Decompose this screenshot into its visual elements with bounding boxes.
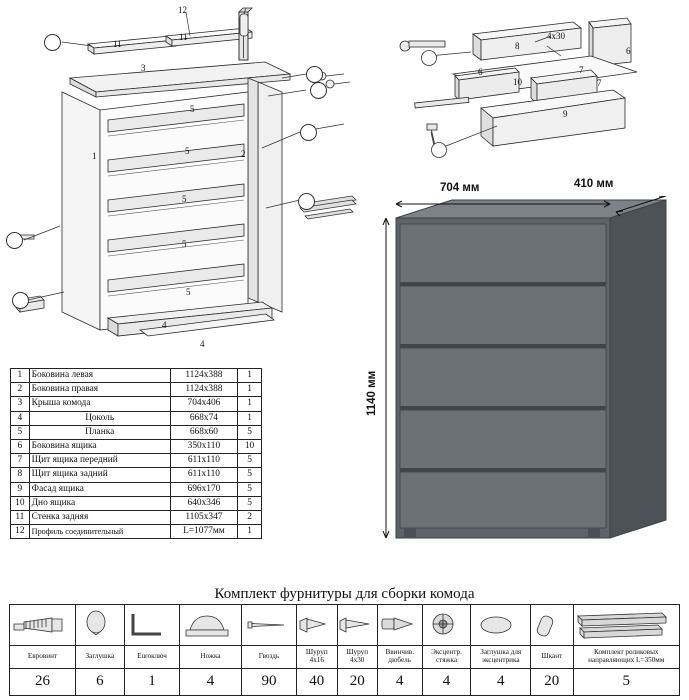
part-size: 611х110	[170, 468, 237, 482]
kit-count-nail: 90	[241, 669, 296, 696]
part-no: 10	[11, 496, 30, 510]
callout-mid-right	[300, 124, 317, 141]
label-11-left: 11	[113, 39, 122, 49]
part-name: Профиль соединительный	[29, 525, 170, 539]
callout-slide	[298, 193, 315, 210]
label-5-c: 5	[182, 194, 187, 204]
part-size: 1124х388	[170, 383, 237, 397]
part-name: Боковина ящика	[29, 439, 170, 453]
part-name: Фасад ящика	[29, 482, 170, 496]
cam-cover-icon	[471, 605, 531, 646]
part-name: Крыша комода	[29, 397, 170, 411]
kit-count-cam-lock: 4	[422, 669, 471, 696]
kit-count-slide: 5	[573, 669, 679, 696]
dresser-3d-view	[366, 178, 688, 576]
kit-label-cap: Заглушка	[75, 646, 124, 669]
kit-count-cam-cover: 4	[471, 669, 531, 696]
height-dimension-label: 1140 мм	[366, 370, 378, 416]
part-size: 1105х347	[170, 510, 237, 524]
drawer-exploded-svg	[385, 0, 689, 180]
hardware-kit-table	[9, 604, 680, 696]
label-2: 2	[241, 149, 246, 159]
dresser-3d-svg	[378, 196, 688, 576]
cabinet-exploded-svg	[0, 0, 375, 360]
screw-4x30-icon	[337, 605, 377, 646]
kit-label-allen-key: Euroключ	[124, 646, 179, 669]
label-5-b: 5	[185, 146, 190, 156]
part-qty: 1	[238, 411, 262, 425]
part-name: Щит ящика задний	[29, 468, 170, 482]
kit-label-nail: Гвоздь	[241, 646, 296, 669]
part-qty: 1	[238, 383, 262, 397]
callout-top-left	[44, 34, 61, 51]
kit-count-screw-4x16: 40	[297, 669, 337, 696]
callout-left-leg	[12, 292, 29, 309]
label-11-right: 11	[179, 32, 188, 42]
label-4x30: 4х30	[547, 31, 565, 41]
table-row	[11, 411, 262, 425]
kit-label-cam-cover: Заглушка для эксцентрика	[471, 646, 531, 669]
part-name: Щит ящика передний	[29, 454, 170, 468]
part-size: 668х60	[170, 425, 237, 439]
part-qty: 1	[238, 525, 262, 539]
euro-screw-icon	[10, 605, 76, 646]
kit-count-dowel: 20	[531, 669, 574, 696]
parts-table	[10, 368, 262, 539]
part-no: 7	[11, 454, 30, 468]
table-row	[11, 439, 262, 453]
depth-dimension-label: 410 мм	[574, 178, 614, 190]
part-qty: 1	[238, 369, 262, 383]
part-no: 1	[11, 369, 30, 383]
kit-label-leg: Ножка	[180, 646, 242, 669]
screw-4x16-icon	[297, 605, 337, 646]
label-3: 3	[141, 63, 146, 73]
cabinet-exploded-diagram	[0, 0, 375, 360]
nail-icon	[241, 605, 296, 646]
part-no: 3	[11, 397, 30, 411]
part-qty: 5	[238, 482, 262, 496]
part-qty: 5	[238, 425, 262, 439]
part-no: 8	[11, 468, 30, 482]
part-qty: 5	[238, 468, 262, 482]
part-qty: 5	[238, 454, 262, 468]
label-9: 9	[563, 109, 568, 119]
part-size: 1124х388	[170, 369, 237, 383]
part-name: Цоколь	[29, 411, 170, 425]
part-no: 11	[11, 510, 30, 524]
label-8: 8	[515, 41, 520, 51]
table-row	[11, 454, 262, 468]
table-row	[11, 383, 262, 397]
table-row	[11, 510, 262, 524]
table-row	[11, 425, 262, 439]
part-no: 9	[11, 482, 30, 496]
part-qty: 2	[238, 510, 262, 524]
label-5-a: 5	[190, 104, 195, 114]
part-qty: 10	[238, 439, 262, 453]
callout-top-right-1	[306, 66, 323, 83]
dowel-icon	[531, 605, 574, 646]
part-no: 2	[11, 383, 30, 397]
label-7-a: 7	[579, 65, 584, 75]
label-12: 12	[178, 5, 187, 15]
part-size: 696х170	[170, 482, 237, 496]
label-5-e: 5	[186, 287, 191, 297]
kit-label-dowel: Шкант	[531, 646, 574, 669]
kit-count-cap: 6	[75, 669, 124, 696]
table-row	[11, 482, 262, 496]
cap-plug-icon	[75, 605, 124, 646]
part-size: 350х110	[170, 439, 237, 453]
part-no: 12	[11, 525, 30, 539]
screw-in-dowel-icon	[377, 605, 422, 646]
part-name: Планка	[29, 425, 170, 439]
part-no: 5	[11, 425, 30, 439]
label-6-right: 6	[626, 46, 631, 56]
kit-label-slide: Комплект роликовых направляющих L=350мм	[573, 646, 679, 669]
part-no: 6	[11, 439, 30, 453]
label-5-d: 5	[182, 239, 187, 249]
part-size: 611х110	[170, 454, 237, 468]
allen-key-icon	[124, 605, 179, 646]
kit-label-screw-4x30: Шуруп 4х30	[337, 646, 377, 669]
table-row	[11, 525, 262, 539]
kit-count-screw-4x30: 20	[337, 669, 377, 696]
part-no: 4	[11, 411, 30, 425]
part-name: Дно ящика	[29, 496, 170, 510]
label-4-a: 4	[162, 320, 167, 330]
kit-count-leg: 4	[180, 669, 242, 696]
part-name: Боковина правая	[29, 383, 170, 397]
label-4-b: 4	[200, 339, 205, 349]
width-dimension-label: 704 мм	[440, 182, 480, 194]
label-10: 10	[513, 77, 522, 87]
label-7-b: 7	[597, 78, 602, 88]
kit-label-euro-screw: Евровинт	[10, 646, 76, 669]
kit-label-screw-in-dowel: Ввинчив. дюбель	[377, 646, 422, 669]
leg-icon	[180, 605, 242, 646]
callout-left-screw	[6, 232, 23, 249]
kit-title: Комплект фурнитуры для сборки комода	[214, 586, 475, 602]
kit-label-screw-4x16: Шуруп 4х16	[297, 646, 337, 669]
callout-top-right-2	[310, 82, 327, 99]
kit-count-screw-in-dowel: 4	[377, 669, 422, 696]
kit-count-euro-screw: 26	[10, 669, 76, 696]
table-row	[11, 397, 262, 411]
table-row	[11, 496, 262, 510]
drawer-slide-icon	[573, 605, 679, 646]
part-size: 704х406	[170, 397, 237, 411]
part-qty: 1	[238, 397, 262, 411]
part-size: L=1077мм	[170, 525, 237, 539]
label-1: 1	[92, 151, 97, 161]
part-name: Боковина левая	[29, 369, 170, 383]
label-6-left: 6	[478, 67, 483, 77]
part-name: Стенка задняя	[29, 510, 170, 524]
kit-label-cam-lock: Эксцентр. стяжка	[422, 646, 471, 669]
kit-count-allen-key: 1	[124, 669, 179, 696]
part-qty: 5	[238, 496, 262, 510]
table-row	[11, 468, 262, 482]
part-size: 640х346	[170, 496, 237, 510]
table-row	[11, 369, 262, 383]
cam-lock-icon	[422, 605, 471, 646]
drawer-exploded-diagram	[385, 0, 689, 180]
part-size: 668х74	[170, 411, 237, 425]
